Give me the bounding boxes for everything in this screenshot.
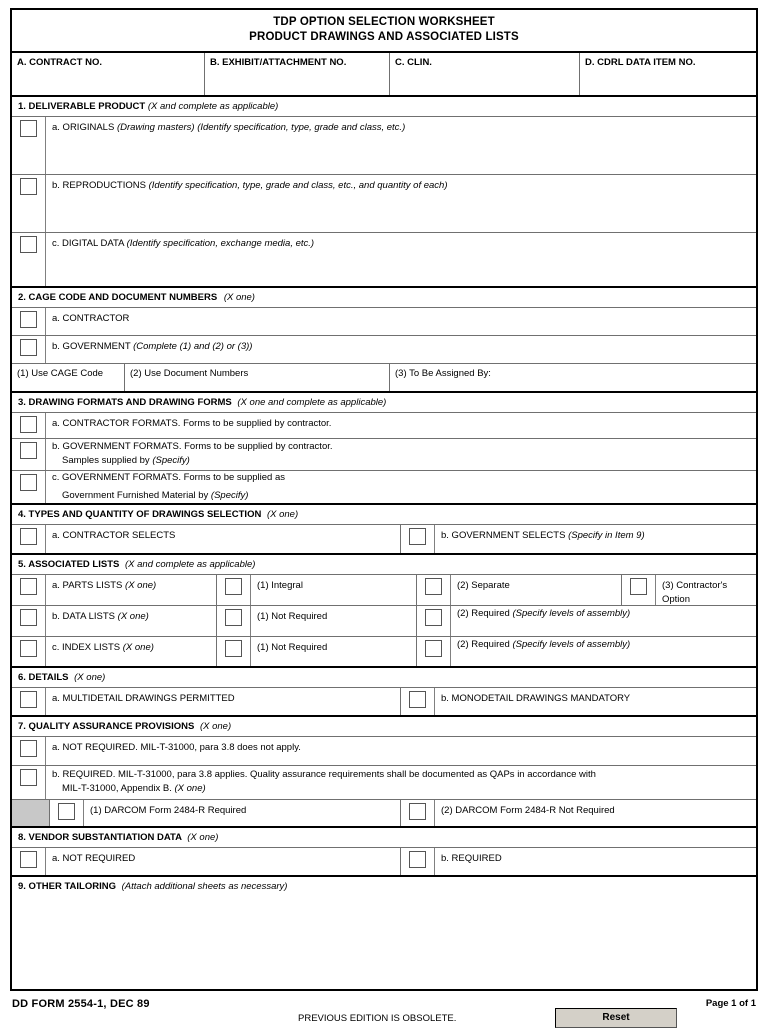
checkbox-index-lists-wrap[interactable]	[12, 637, 46, 666]
checkbox-qa-required-wrap[interactable]	[12, 766, 46, 799]
checkbox-government-formats-gfm[interactable]	[20, 474, 37, 491]
checkbox-government-formats-contractor-wrap[interactable]	[12, 439, 46, 470]
label-index-lists-hint: (X one)	[122, 642, 154, 653]
form-footer	[10, 996, 758, 1030]
checkbox-multidetail[interactable]	[20, 691, 37, 708]
section-2-item-a-row	[12, 308, 756, 336]
label-index-required-hint: (Specify levels of assembly)	[512, 639, 631, 650]
label-contractor-selects-text: a. CONTRACTOR SELECTS	[52, 530, 176, 541]
field-clin[interactable]	[390, 53, 580, 95]
section-2-header	[12, 288, 756, 308]
label-vendor-required	[435, 848, 756, 875]
label-data-required-hint: (Specify levels of assembly)	[512, 608, 631, 619]
label-originals	[46, 117, 756, 174]
section-7-item-b-row	[12, 766, 756, 800]
section-2-sub-row	[12, 364, 756, 393]
section-6-row	[12, 688, 756, 717]
field-use-cage-code-label: (1) Use CAGE Code	[17, 368, 104, 379]
section-5-header	[12, 555, 756, 575]
label-samples-supplied-by-hint: (Specify)	[152, 455, 190, 466]
section-9-header	[12, 877, 756, 896]
checkbox-cage-contractor-wrap[interactable]	[12, 308, 46, 335]
checkbox-parts-contractors-option[interactable]	[630, 578, 647, 595]
label-cage-contractor-text: a. CONTRACTOR	[52, 313, 130, 324]
section-4-number: 4. TYPES AND QUANTITY OF DRAWINGS SELECTION	[18, 509, 262, 520]
section-5-index-lists-row	[12, 637, 756, 668]
checkbox-government-selects[interactable]	[409, 528, 426, 545]
section-1-item-b-row	[12, 175, 756, 233]
section-2-item-b-row	[12, 336, 756, 364]
checkbox-darcom-required-wrap[interactable]	[50, 800, 84, 826]
checkbox-originals[interactable]	[20, 120, 37, 137]
label-parts-contractors-option-text: (3) Contractor's Option	[662, 580, 728, 605]
checkbox-government-formats-gfm-wrap[interactable]	[12, 471, 46, 503]
label-data-not-required-text: (1) Not Required	[257, 611, 328, 622]
section-7-item-a-row	[12, 737, 756, 766]
checkbox-vendor-not-required[interactable]	[20, 851, 37, 868]
label-parts-integral	[251, 575, 417, 605]
checkbox-digital-data[interactable]	[20, 236, 37, 253]
label-parts-lists-text: a. PARTS LISTS	[52, 580, 123, 591]
label-data-lists-hint: (X one)	[117, 611, 149, 622]
footer-page-number: Page 1 of 1	[705, 998, 756, 1009]
label-darcom-not-required-text: (2) DARCOM Form 2484-R Not Required	[441, 805, 615, 816]
section-9-textarea[interactable]	[12, 896, 756, 989]
form-title-line-1: TDP OPTION SELECTION WORKSHEET	[273, 16, 495, 28]
label-government-selects-text: b. GOVERNMENT SELECTS	[441, 530, 566, 541]
section-5-data-lists-row	[12, 606, 756, 637]
section-8-header	[12, 828, 756, 848]
label-digital-data-hint: (Identify specification, exchange media, etc.)	[126, 238, 315, 249]
label-darcom-required-text: (1) DARCOM Form 2484-R Required	[90, 805, 247, 816]
checkbox-reproductions[interactable]	[20, 178, 37, 195]
label-index-required-text: (2) Required	[457, 639, 510, 650]
section-6-number: 6. DETAILS	[18, 672, 69, 683]
checkbox-parts-contractors-option-wrap[interactable]	[622, 575, 656, 605]
label-index-not-required	[251, 637, 417, 666]
section-1-item-c-row	[12, 233, 756, 288]
section-5-parts-lists-row	[12, 575, 756, 606]
section-2-number: 2. CAGE CODE AND DOCUMENT NUMBERS	[18, 292, 218, 303]
checkbox-qa-not-required[interactable]	[20, 740, 37, 757]
label-qa-appendix-b-hint: (X one)	[174, 783, 206, 794]
label-monodetail	[435, 688, 756, 715]
form-body	[10, 8, 758, 991]
checkbox-index-not-required-wrap[interactable]	[217, 637, 251, 666]
label-index-lists	[46, 637, 217, 666]
label-index-lists-text: c. INDEX LISTS	[52, 642, 121, 653]
label-vendor-not-required	[46, 848, 401, 875]
label-digital-data	[46, 233, 756, 286]
checkbox-contractor-selects[interactable]	[20, 528, 37, 545]
checkbox-contractor-formats[interactable]	[20, 416, 37, 433]
label-darcom-not-required	[435, 800, 756, 826]
checkbox-parts-integral-wrap[interactable]	[217, 575, 251, 605]
checkbox-qa-required[interactable]	[20, 769, 37, 786]
section-7-header	[12, 717, 756, 737]
checkbox-parts-separate[interactable]	[425, 578, 442, 595]
section-6-header	[12, 668, 756, 688]
section-3-header	[12, 393, 756, 413]
label-monodetail-text: b. MONODETAIL DRAWINGS MANDATORY	[441, 693, 631, 704]
section-1-item-a-row	[12, 117, 756, 175]
label-government-selects-hint: (Specify in Item 9)	[568, 530, 645, 541]
checkbox-vendor-not-required-wrap[interactable]	[12, 848, 46, 875]
checkbox-digital-data-wrap[interactable]	[12, 233, 46, 286]
section-7-number: 7. QUALITY ASSURANCE PROVISIONS	[18, 721, 195, 732]
form-title-line-2: PRODUCT DRAWINGS AND ASSOCIATED LISTS	[249, 31, 519, 43]
checkbox-cage-government-wrap[interactable]	[12, 336, 46, 363]
field-exhibit-attachment-no-label: B. EXHIBIT/ATTACHMENT NO.	[210, 57, 347, 68]
checkbox-vendor-required-wrap[interactable]	[401, 848, 435, 875]
label-gfm-supplied-by-hint: (Specify)	[210, 490, 249, 501]
label-parts-separate	[451, 575, 622, 605]
section-5-hint: (X and complete as applicable)	[125, 559, 256, 570]
label-index-required	[451, 637, 756, 666]
section-1-number: 1. DELIVERABLE PRODUCT	[18, 101, 146, 112]
label-reproductions-text: b. REPRODUCTIONS	[52, 180, 146, 191]
checkbox-parts-lists[interactable]	[20, 578, 37, 595]
section-4-header	[12, 505, 756, 525]
label-originals-hint: (Drawing masters) (Identify specification, type, grade and class, etc.)	[116, 122, 406, 133]
section-9-hint: (Attach additional sheets as necessary)	[121, 881, 288, 892]
checkbox-data-not-required[interactable]	[225, 609, 242, 626]
label-contractor-formats	[46, 413, 756, 438]
label-qa-required-line2	[52, 782, 752, 796]
label-index-not-required-text: (1) Not Required	[257, 642, 328, 653]
field-to-be-assigned-by[interactable]	[390, 364, 756, 391]
section-7-darcom-row	[12, 800, 756, 828]
label-cage-government-text: b. GOVERNMENT	[52, 341, 131, 352]
label-government-formats-contractor-text: b. GOVERNMENT FORMATS. Forms to be supplied by contractor.	[52, 441, 333, 452]
field-cdrl-data-item-no[interactable]	[580, 53, 756, 95]
checkbox-cage-government[interactable]	[20, 339, 37, 356]
label-multidetail	[46, 688, 401, 715]
checkbox-reproductions-wrap[interactable]	[12, 175, 46, 232]
section-7-hint: (X one)	[199, 721, 232, 732]
field-use-cage-code[interactable]	[12, 364, 125, 391]
field-to-be-assigned-by-label: (3) To Be Assigned By:	[395, 368, 491, 379]
field-use-document-numbers-label: (2) Use Document Numbers	[130, 368, 249, 379]
label-government-formats-contractor	[46, 439, 756, 470]
label-data-not-required	[251, 606, 417, 636]
checkbox-parts-separate-wrap[interactable]	[417, 575, 451, 605]
label-government-formats-gfm-line2	[52, 485, 752, 503]
field-clin-label: C. CLIN.	[395, 57, 432, 68]
label-vendor-not-required-text: a. NOT REQUIRED	[52, 853, 136, 864]
section-3-hint: (X one and complete as applicable)	[237, 397, 387, 408]
label-parts-lists	[46, 575, 217, 605]
label-cage-government-hint: (Complete (1) and (2) or (3))	[133, 341, 253, 352]
checkbox-contractor-selects-wrap[interactable]	[12, 525, 46, 553]
label-data-lists	[46, 606, 217, 636]
label-government-formats-gfm-text: c. GOVERNMENT FORMATS. Forms to be supplied as	[52, 472, 285, 483]
label-contractor-selects	[46, 525, 401, 553]
label-parts-integral-text: (1) Integral	[257, 580, 303, 591]
footer-previous-edition: PREVIOUS EDITION IS OBSOLETE.	[298, 1013, 457, 1024]
checkbox-monodetail-wrap[interactable]	[401, 688, 435, 715]
checkbox-data-lists[interactable]	[20, 609, 37, 626]
field-contract-no[interactable]	[12, 53, 205, 95]
section-3-item-b-row	[12, 439, 756, 471]
section-9-number: 9. OTHER TAILORING	[18, 881, 116, 892]
label-contractor-formats-text: a. CONTRACTOR FORMATS. Forms to be supplied by contractor.	[52, 418, 332, 429]
section-5-number: 5. ASSOCIATED LISTS	[18, 559, 120, 570]
checkbox-data-required[interactable]	[425, 609, 442, 626]
label-originals-text: a. ORIGINALS	[52, 122, 115, 133]
label-data-lists-text: b. DATA LISTS	[52, 611, 116, 622]
checkbox-index-not-required[interactable]	[225, 640, 242, 657]
section-2-hint: (X one)	[223, 292, 255, 303]
checkbox-contractor-formats-wrap[interactable]	[12, 413, 46, 438]
label-cage-contractor	[46, 308, 756, 335]
field-exhibit-attachment-no[interactable]	[205, 53, 390, 95]
field-cdrl-data-item-no-label: D. CDRL DATA ITEM NO.	[585, 57, 696, 68]
section-8-number: 8. VENDOR SUBSTANTIATION DATA	[18, 832, 182, 843]
checkbox-monodetail[interactable]	[409, 691, 426, 708]
label-government-formats-contractor-line2	[52, 454, 752, 468]
label-digital-data-text: c. DIGITAL DATA	[52, 238, 124, 249]
checkbox-cage-contractor[interactable]	[20, 311, 37, 328]
label-parts-lists-hint: (X one)	[125, 580, 157, 591]
label-qa-not-required	[46, 737, 756, 765]
label-gfm-supplied-by: Government Furnished Material by	[62, 490, 211, 501]
label-parts-separate-text: (2) Separate	[457, 580, 510, 591]
section-3-number: 3. DRAWING FORMATS AND DRAWING FORMS	[18, 397, 232, 408]
label-reproductions	[46, 175, 756, 232]
section-4-row	[12, 525, 756, 555]
section-8-row	[12, 848, 756, 877]
checkbox-qa-not-required-wrap[interactable]	[12, 737, 46, 765]
form-title	[12, 10, 756, 53]
section-3-item-c-row	[12, 471, 756, 505]
checkbox-parts-lists-wrap[interactable]	[12, 575, 46, 605]
section-1-hint: (X and complete as applicable)	[147, 101, 279, 112]
checkbox-darcom-required[interactable]	[58, 803, 75, 820]
label-government-selects	[435, 525, 756, 553]
checkbox-data-required-wrap[interactable]	[417, 606, 451, 636]
checkbox-originals-wrap[interactable]	[12, 117, 46, 174]
field-contract-no-label: A. CONTRACT NO.	[17, 57, 102, 68]
field-use-document-numbers[interactable]	[125, 364, 390, 391]
checkbox-index-required-wrap[interactable]	[417, 637, 451, 666]
checkbox-darcom-not-required[interactable]	[409, 803, 426, 820]
label-qa-appendix-b: MIL-T-31000, Appendix B.	[62, 783, 175, 794]
checkbox-data-lists-wrap[interactable]	[12, 606, 46, 636]
checkbox-vendor-required[interactable]	[409, 851, 426, 868]
label-vendor-required-text: b. REQUIRED	[441, 853, 502, 864]
label-qa-required	[46, 766, 756, 799]
section-6-hint: (X one)	[74, 672, 106, 683]
label-data-required	[451, 606, 756, 636]
darcom-indent-gray-cell	[12, 800, 50, 826]
checkbox-index-required[interactable]	[425, 640, 442, 657]
checkbox-darcom-not-required-wrap[interactable]	[401, 800, 435, 826]
label-qa-required-text: b. REQUIRED. MIL-T-31000, para 3.8 applies. Quality assurance requirements shall be documented as QAPs in accordance with	[52, 769, 596, 780]
label-data-required-text: (2) Required	[457, 608, 510, 619]
checkbox-government-formats-contractor[interactable]	[20, 442, 37, 459]
label-samples-supplied-by: Samples supplied by	[62, 455, 153, 466]
label-government-formats-gfm	[46, 471, 756, 503]
header-fields-row	[12, 53, 756, 97]
section-4-hint: (X one)	[266, 509, 299, 520]
label-multidetail-text: a. MULTIDETAIL DRAWINGS PERMITTED	[52, 693, 235, 704]
checkbox-index-lists[interactable]	[20, 640, 37, 657]
section-1-header	[12, 97, 756, 117]
section-8-hint: (X one)	[187, 832, 219, 843]
checkbox-parts-integral[interactable]	[225, 578, 242, 595]
checkbox-government-selects-wrap[interactable]	[401, 525, 435, 553]
label-qa-not-required-text: a. NOT REQUIRED. MIL-T-31000, para 3.8 does not apply.	[52, 742, 301, 753]
label-parts-contractors-option	[656, 575, 756, 605]
checkbox-data-not-required-wrap[interactable]	[217, 606, 251, 636]
label-darcom-required	[84, 800, 401, 826]
label-reproductions-hint: (Identify specification, type, grade and class, etc., and quantity of each)	[148, 180, 448, 191]
label-cage-government	[46, 336, 756, 363]
section-3-item-a-row	[12, 413, 756, 439]
reset-button[interactable]: Reset	[555, 1008, 677, 1028]
footer-form-id: DD FORM 2554-1, DEC 89	[12, 998, 150, 1010]
checkbox-multidetail-wrap[interactable]	[12, 688, 46, 715]
